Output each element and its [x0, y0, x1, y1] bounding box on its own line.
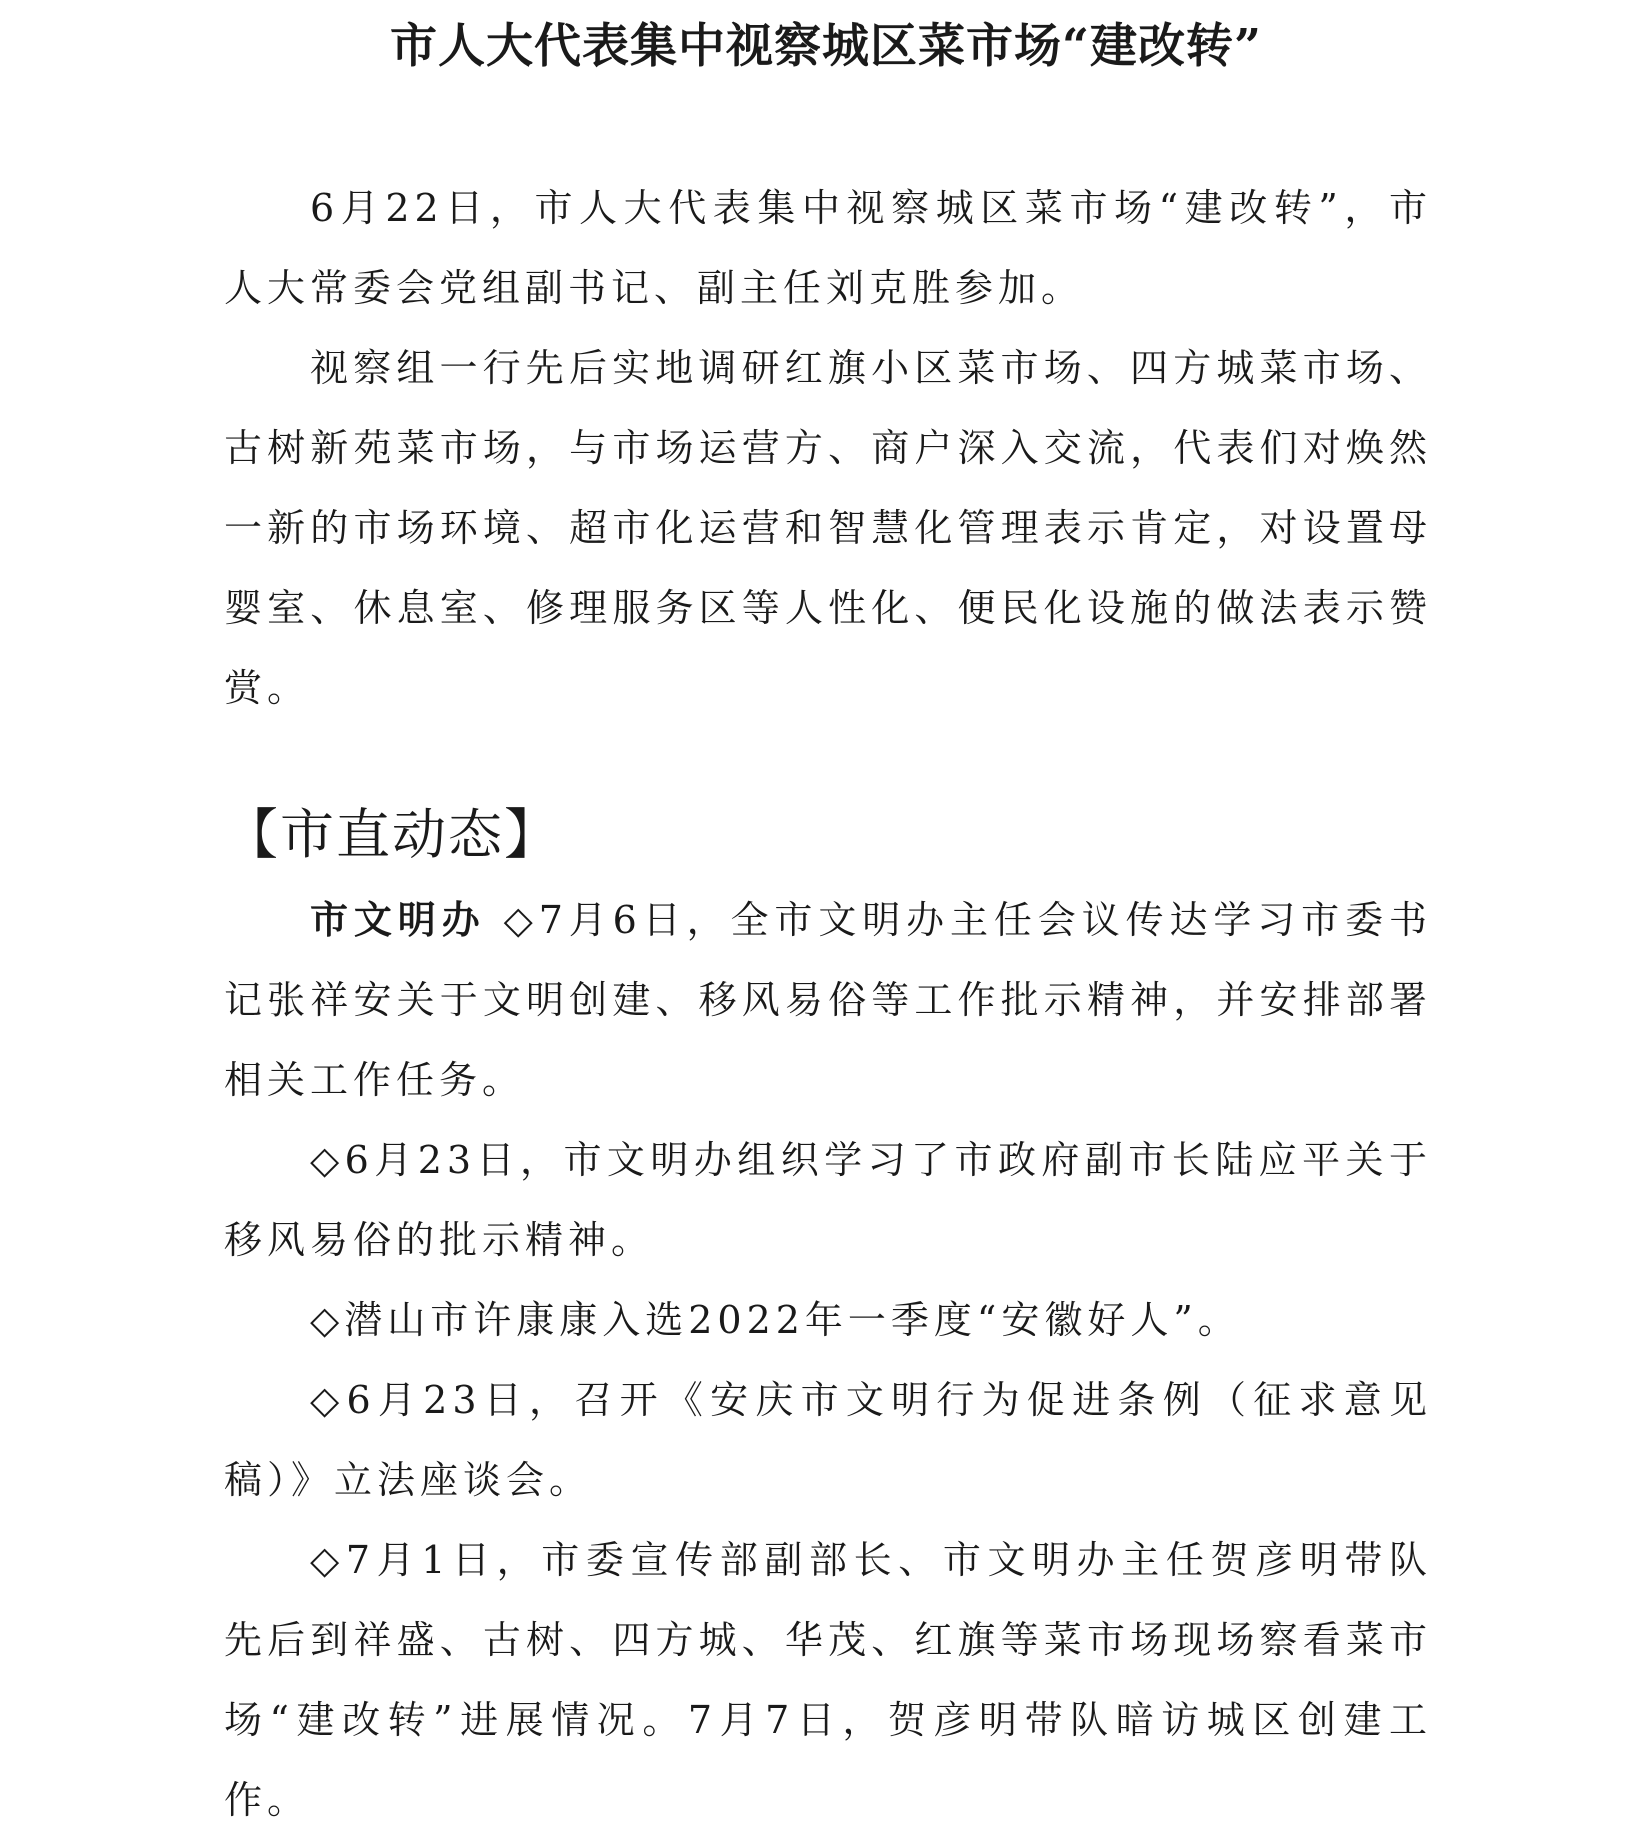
- news-list: [224, 880, 1432, 1840]
- news-item: ◇7月1日，市委宣传部副部长、市文明办主任贺彦明带队先后到祥盛、古树、四方城、华茂、红旗等菜市场现场察看菜市场“建改转”进展情况。7月7日，贺彦明带队暗访城区创建工作。: [224, 1538, 1432, 1822]
- article-body: [224, 168, 1432, 728]
- news-item: ◇6月23日，市文明办组织学习了市政府副市长陆应平关于移风易俗的批示精神。: [224, 1138, 1432, 1262]
- org-name: 市文明办: [310, 897, 486, 942]
- news-item: ◇潜山市许康康入选2022年一季度“安徽好人”。: [310, 1298, 1241, 1342]
- news-item-text: ◇7月6日，全市文明办主任会议传达学习市委书记张祥安关于文明创建、移风易俗等工作批示精神，并安排部署相关工作任务。: [224, 898, 1432, 1102]
- news-item: ◇6月23日，召开《安庆市文明行为促进条例（征求意见稿）》立法座谈会。: [224, 1378, 1432, 1502]
- article-paragraph: 视察组一行先后实地调研红旗小区菜市场、四方城菜市场、古树新苑菜市场，与市场运营方、商户深入交流，代表们对焕然一新的市场环境、超市化运营和智慧化管理表示肯定，对设置母婴室、休息室、修理服务区等人性化、便民化设施的做法表示赞赏。: [224, 346, 1432, 710]
- section-heading: 【市直动态】: [224, 803, 560, 866]
- article-title: 市人大代表集中视察城区菜市场“建改转”: [389, 19, 1263, 74]
- news-item: [224, 880, 1432, 1120]
- article-paragraph: 6月22日，市人大代表集中视察城区菜市场“建改转”，市人大常委会党组副书记、副主任刘克胜参加。: [224, 186, 1432, 310]
